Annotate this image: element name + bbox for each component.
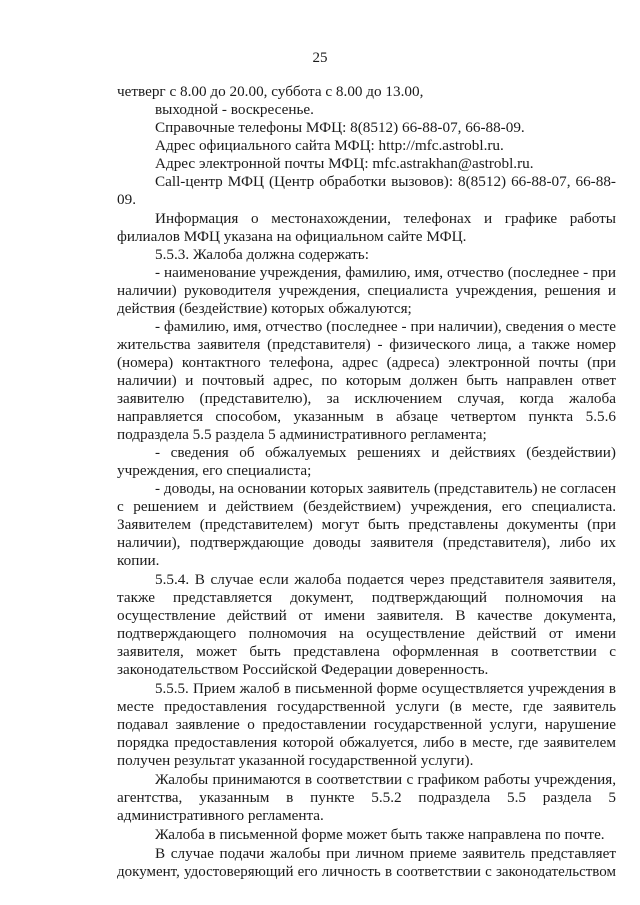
text-line: действия (бездействие) которых обжалуются; (117, 300, 412, 317)
text-line: подавал заявление о предоставлении государственной услуги, нарушение (117, 716, 616, 733)
text-line: Жалобы принимаются в соответствии с графиком работы учреждения, (155, 771, 616, 788)
text-line: Информация о местонахождении, телефонах и графике работы (155, 210, 616, 227)
text-line: порядка предоставления которой обжалуется, либо в месте, где заявителем (117, 734, 616, 751)
text-line: - фамилию, имя, отчество (последнее - при наличии), сведения о месте (155, 318, 616, 335)
text-line: наличии) и почтовый адрес, по которым должен быть направлен ответ (117, 372, 616, 389)
text-line: также представляется документ, подтверждающий полномочия на (117, 589, 616, 606)
text-line: жительства заявителя (представителя) - физического лица, а также номер (117, 336, 616, 353)
text-line: Call-центр МФЦ (Центр обработки вызовов): 8(8512) 66-88-07, 66-88- (155, 173, 616, 190)
text-line: наличии) руководителя учреждения, специалиста учреждения, решения и (117, 282, 616, 299)
text-line: четверг с 8.00 до 20.00, суббота с 8.00 до 13.00, (117, 83, 424, 100)
text-line: с решением и действием (бездействием) учреждения, его специалиста. (117, 498, 616, 515)
text-line: филиалов МФЦ указана на официальном сайте МФЦ. (117, 228, 467, 245)
text-line: Адрес электронной почты МФЦ: mfc.astrakhan@astrobl.ru. (155, 155, 534, 172)
text-line: агентства, указанным в пункте 5.5.2 подраздела 5.5 раздела 5 (117, 789, 616, 806)
text-line: заявителю (представителю), за исключением случая, когда жалоба (117, 390, 616, 407)
text-line: - доводы, на основании которых заявитель (представитель) не согласен (155, 480, 616, 497)
text-line: административного регламента. (117, 807, 324, 824)
text-line: подраздела 5.5 раздела 5 административного регламента; (117, 426, 487, 443)
text-line: 09. (117, 191, 136, 208)
text-line: 5.5.3. Жалоба должна содержать: (155, 246, 369, 263)
text-line: месте предоставления государственной услуги (в месте, где заявитель (117, 698, 616, 715)
text-line: 5.5.5. Прием жалоб в письменной форме осуществляется учреждения в (155, 681, 616, 697)
text-line: подтверждающего полномочия на осуществление действий от имени (117, 625, 616, 642)
text-line: Адрес официального сайта МФЦ: http://mfc.astrobl.ru. (155, 137, 504, 154)
text-line: законодательством Российской Федерации доверенность. (117, 661, 489, 678)
text-line: - сведения об обжалуемых решениях и действиях (бездействии) (155, 444, 616, 461)
text-line: (номера) контактного телефона, адрес (адреса) электронной почты (при (117, 354, 616, 371)
text-line: Жалоба в письменной форме может быть также направлена по почте. (155, 826, 605, 843)
text-line: получен результат указанной государственной услуги). (117, 752, 474, 769)
text-line: В случае подачи жалобы при личном приеме заявитель представляет (155, 845, 616, 862)
text-line: 5.5.4. В случае если жалоба подается через представителя заявителя, (155, 571, 616, 588)
text-line: заявителя, может быть представлена оформленная в соответствии с (117, 643, 616, 660)
page-number: 25 (312, 50, 328, 66)
text-line: Заявителем (представителем) могут быть представлены документы (при (117, 516, 616, 533)
text-line: документ, удостоверяющий его личность в соответствии с законодательством (117, 864, 616, 880)
text-line: - наименование учреждения, фамилию, имя, отчество (последнее - при (155, 264, 616, 281)
text-line: направляется способом, указанным в абзаце четвертом пункта 5.5.6 (117, 408, 616, 425)
text-line: осуществление действий от имени заявителя. В качестве документа, (117, 607, 616, 624)
text-line: наличии), подтверждающие доводы заявителя (представителя), либо их (117, 534, 616, 551)
text-line: выходной - воскресенье. (155, 101, 314, 118)
text-line: копии. (117, 552, 160, 569)
text-line: учреждения, его специалиста; (117, 462, 312, 479)
text-line: Справочные телефоны МФЦ: 8(8512) 66-88-07, 66-88-09. (155, 119, 525, 136)
